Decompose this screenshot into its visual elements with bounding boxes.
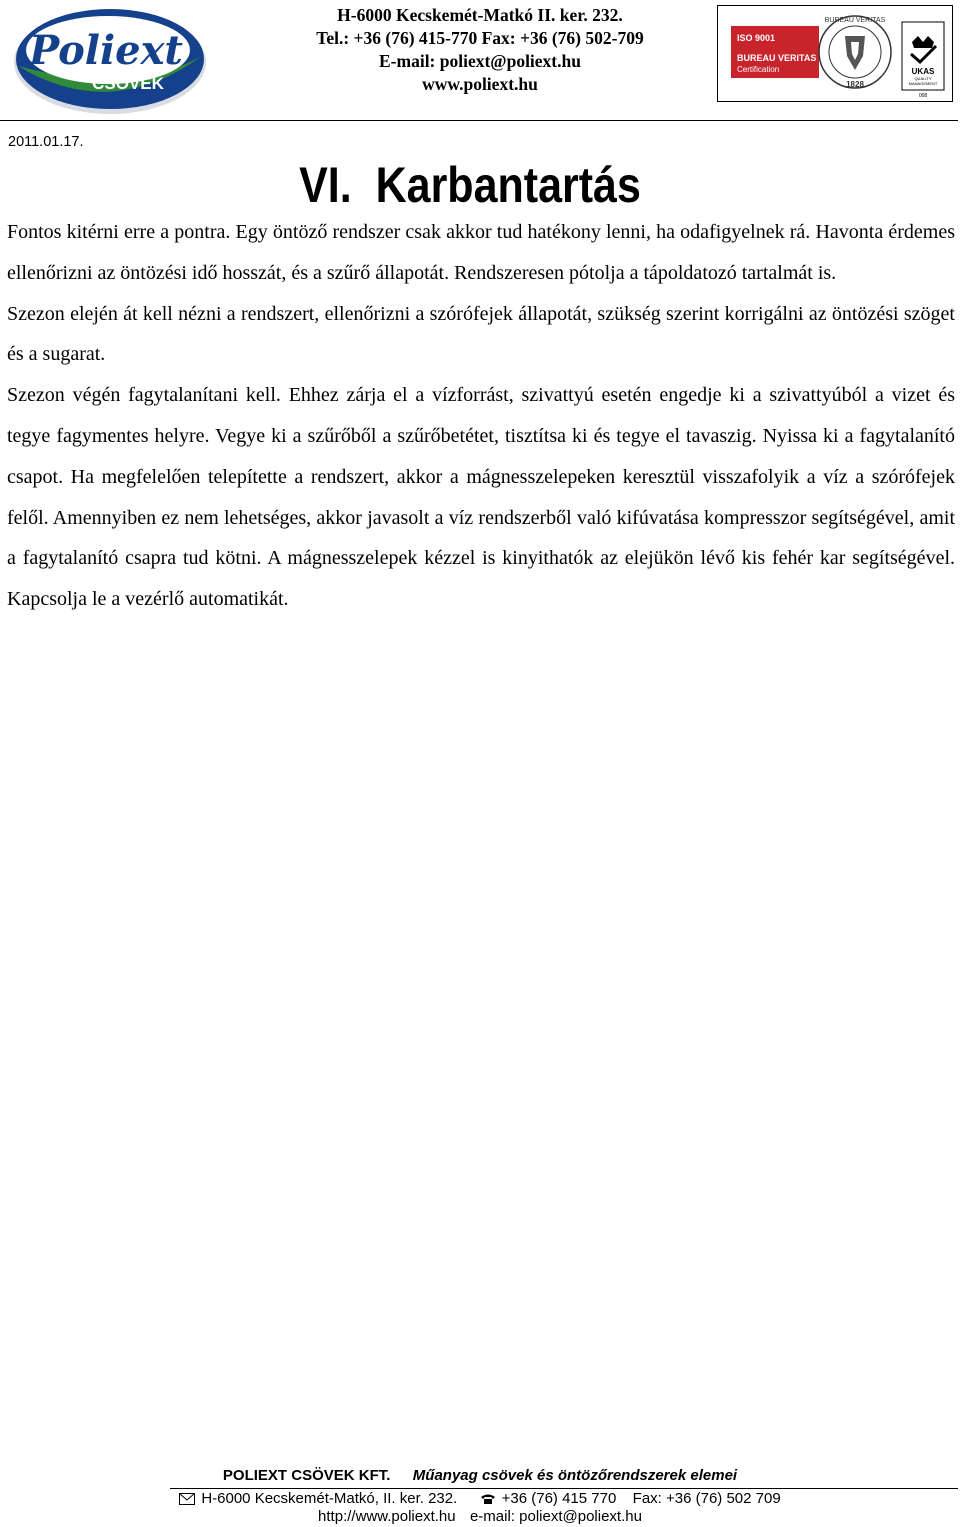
ukas-sub2: MANAGEMENT: [908, 81, 938, 86]
ukas-sub1: QUALITY: [914, 76, 932, 81]
seal-year: 1828: [846, 80, 864, 89]
document-body: [7, 212, 955, 620]
poliext-logo: [10, 4, 210, 116]
header-email[interactable]: E-mail: poliext@poliext.hu: [379, 51, 581, 71]
ukas-code: 008: [918, 93, 928, 99]
certification-badge: [717, 5, 953, 102]
footer-phone: +36 (76) 415 770: [501, 1490, 617, 1507]
iso-label: ISO 9001: [737, 33, 776, 43]
footer-slogan: Műanyag csövek és öntözőrendszerek elemei: [412, 1467, 738, 1484]
footer-web-line: [0, 1507, 960, 1526]
header-phone-fax: Tel.: +36 (76) 415-770 Fax: +36 (76) 502-709: [316, 28, 644, 48]
header-web[interactable]: www.poliext.hu: [422, 74, 538, 94]
bv-cert-label: Certification: [737, 65, 780, 74]
section-title: VI. Karbantartás: [299, 157, 641, 213]
logo-brand: Poliext: [29, 27, 183, 74]
header-contact: [250, 4, 710, 96]
footer-fax: Fax: +36 (76) 502 709: [632, 1490, 781, 1507]
footer-company-name: POLIEXT CSÖVEK KFT.: [222, 1467, 391, 1484]
bv-label: BUREAU VERITAS: [737, 53, 817, 63]
paragraph-1: Fontos kitérni erre a pontra. Egy öntöző rendszer csak akkor tud hatékony lenni, ha odafigyelnek rá. Havonta érdemes ellenőrizni az öntözési idő hosszát, és a szűrő állapotát. Rendszeresen pótolja a tápoldatozó tartalmát is.: [7, 221, 955, 284]
footer-web[interactable]: http://www.poliext.hu: [318, 1508, 456, 1525]
logo-sub: CSÖVEK: [92, 74, 164, 93]
paragraph-2: Szezon elején át kell nézni a rendszert, ellenőrizni a szórófejek állapotát, szükség szerint korrigálni az öntözési szöget és a sugarat.: [7, 302, 955, 366]
bureau-veritas-seal-icon: [819, 16, 891, 88]
paragraph-3: Szezon végén fagytalanítani kell. Ehhez zárja el a vízforrást, szivattyú esetén engedje ki a szivattyúból a vizet és tegye fagymentes helyre. Vegye ki a szűrőből a szűrőbetétet, tisztítsa ki és tegye el tavaszig. Nyissa ki a fagytalanító csapot. Ha megfelelően telepítette a rendszert, akkor a mágnesszelepeken keresztül visszafolyik a víz a szórófejek felől. Amennyiben ez nem lehetséges, akkor javasolt a víz rendszerből való kifúvatása kompresszor segítségével, amit a fagytalanító csapra tud kötni. A mágnesszelepek kézzel is kinyithatók az elejükön lévő kis fehér kar segítségével. Kapcsolja le a vezérlő automatikát.: [7, 384, 955, 611]
ukas-label: UKAS: [911, 67, 935, 76]
footer-company-line: [0, 1466, 960, 1486]
footer-email[interactable]: e-mail: poliext@poliext.hu: [469, 1508, 642, 1525]
seal-ring-text: BUREAU VERITAS: [824, 17, 886, 24]
header-divider: [0, 120, 958, 121]
footer-address: H-6000 Kecskemét-Matkó, II. ker. 232.: [201, 1490, 458, 1507]
document-date: 2011.01.17.: [8, 134, 84, 150]
header-address: H-6000 Kecskemét-Matkó II. ker. 232.: [337, 5, 623, 25]
